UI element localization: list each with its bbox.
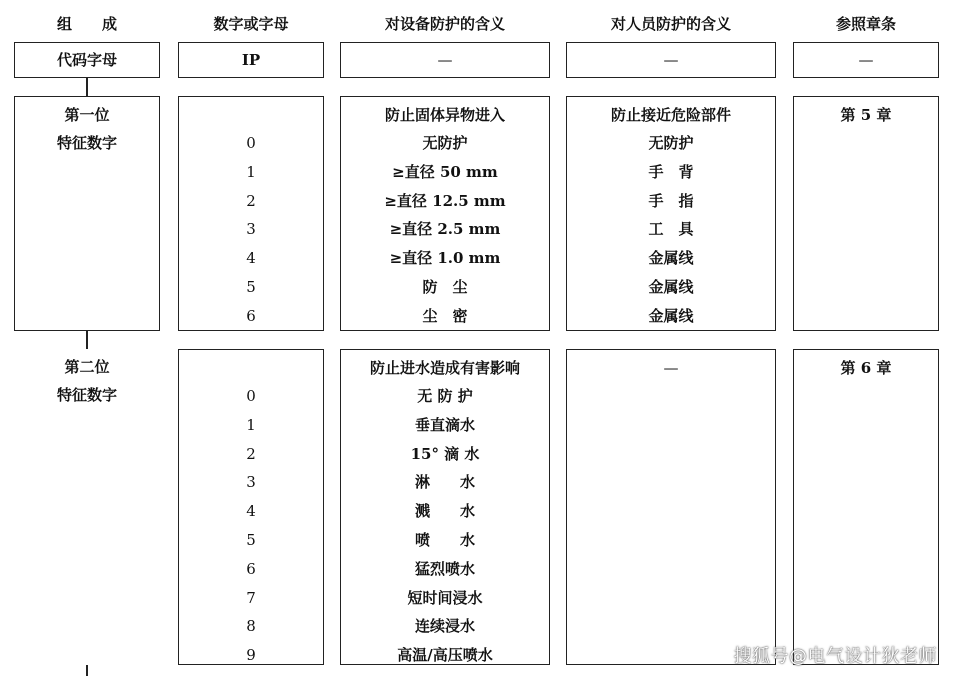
second-digit-reference-box (793, 349, 939, 665)
second-digit-equipment-meaning: 高温/高压喷水 (397, 646, 493, 665)
header-personnel-protection: 对人员防护的含义 (610, 15, 731, 33)
first-digit-equipment-meaning: 无防护 (422, 134, 468, 152)
second-digit-value: 3 (246, 473, 256, 492)
first-digit-equipment-meaning: ≥直径 1.0 mm (389, 249, 501, 268)
first-digit-value: 0 (246, 134, 256, 152)
code-equipment-dash: — (437, 51, 453, 69)
first-digit-equipment-meaning: ≥直径 2.5 mm (389, 220, 501, 239)
code-personnel-box (566, 42, 776, 78)
second-digit-equipment-meaning: 短时间浸水 (407, 588, 483, 607)
first-digit-equipment-box (340, 96, 550, 331)
second-digit-personnel-dash: — (663, 359, 679, 377)
second-digit-equipment-title: 防止进水造成有害影响 (369, 359, 520, 377)
second-digit-label-box (14, 349, 160, 665)
first-digit-label-box (14, 96, 160, 331)
second-digit-label-line2: 特征数字 (56, 386, 117, 404)
watermark: 搜狐号@电气设计狄老师 (733, 646, 937, 667)
first-digit-value: 5 (246, 278, 256, 296)
header-reference: 参照章条 (835, 15, 896, 33)
first-digit-personnel-box (566, 96, 776, 331)
second-digit-equipment-meaning: 猛烈喷水 (414, 559, 475, 578)
second-digit-value: 0 (246, 387, 256, 405)
second-digit-equipment-box (340, 349, 550, 665)
second-digit-value: 4 (246, 502, 256, 521)
second-digit-equipment-meaning: 喷 水 (414, 531, 475, 549)
second-digit-equipment-meaning: 溅 水 (414, 502, 475, 521)
code-personnel-dash: — (663, 51, 679, 69)
first-digit-value: 6 (246, 306, 256, 325)
second-digit-personnel-box (566, 349, 776, 665)
connector-line-middle (86, 330, 88, 349)
header-composition: 组 成 (56, 15, 117, 33)
header-equipment-protection: 对设备防护的含义 (384, 15, 505, 33)
first-digit-personnel-meaning: 金属线 (648, 249, 694, 268)
code-equipment-box (340, 42, 550, 78)
second-digit-equipment-meaning: 15° 滴 水 (410, 444, 480, 463)
first-digit-value: 4 (246, 249, 256, 268)
first-digit-label-line2: 特征数字 (56, 134, 117, 152)
first-digit-personnel-meaning: 无防护 (648, 134, 694, 152)
connector-line-bottom (86, 665, 88, 676)
connector-line-top (86, 78, 88, 96)
first-digit-equipment-meaning: ≥直径 50 mm (392, 162, 498, 181)
second-digit-value: 1 (246, 415, 256, 434)
second-digit-equipment-meaning: 淋 水 (414, 473, 475, 492)
second-digit-equipment-meaning: 垂直滴水 (414, 415, 475, 434)
first-digit-personnel-meaning: 工 具 (648, 220, 694, 239)
first-digit-personnel-meaning: 金属线 (648, 278, 694, 296)
first-digit-equipment-title: 防止固体异物进入 (384, 106, 505, 124)
code-letter-label-box (14, 42, 160, 78)
first-digit-value: 2 (246, 191, 256, 210)
second-digit-value: 9 (246, 646, 256, 665)
first-digit-reference: 第 5 章 (840, 106, 892, 124)
second-digit-equipment-meaning: 无 防 护 (417, 387, 473, 405)
first-digit-equipment-meaning: ≥直径 12.5 mm (384, 191, 506, 210)
second-digit-value: 6 (246, 559, 256, 578)
first-digit-personnel-meaning: 手 指 (648, 191, 694, 210)
first-digit-values-box (178, 96, 324, 331)
second-digit-equipment-meaning: 连续浸水 (414, 617, 475, 636)
code-reference-box (793, 42, 939, 78)
first-digit-label-line1: 第一位 (64, 106, 110, 124)
second-digit-value: 8 (246, 617, 256, 636)
second-digit-values-box (178, 349, 324, 665)
second-digit-label-line1: 第二位 (64, 358, 110, 376)
second-digit-value: 5 (246, 531, 256, 549)
first-digit-reference-box (793, 96, 939, 331)
first-digit-personnel-meaning: 手 背 (648, 162, 694, 181)
first-digit-personnel-title: 防止接近危险部件 (610, 106, 731, 124)
second-digit-reference: 第 6 章 (840, 359, 892, 377)
first-digit-personnel-meaning: 金属线 (648, 306, 694, 325)
header-digit-or-letter: 数字或字母 (213, 15, 289, 33)
code-letter-value-box (178, 42, 324, 78)
first-digit-value: 1 (246, 162, 256, 181)
first-digit-value: 3 (246, 220, 256, 239)
first-digit-equipment-meaning: 尘 密 (422, 306, 468, 325)
second-digit-value: 7 (246, 588, 256, 607)
code-letter-label: 代码字母 (56, 51, 117, 69)
first-digit-equipment-meaning: 防 尘 (422, 278, 468, 296)
code-letter-value: IP (241, 51, 261, 69)
code-reference-dash: — (858, 51, 874, 69)
second-digit-value: 2 (246, 444, 256, 463)
